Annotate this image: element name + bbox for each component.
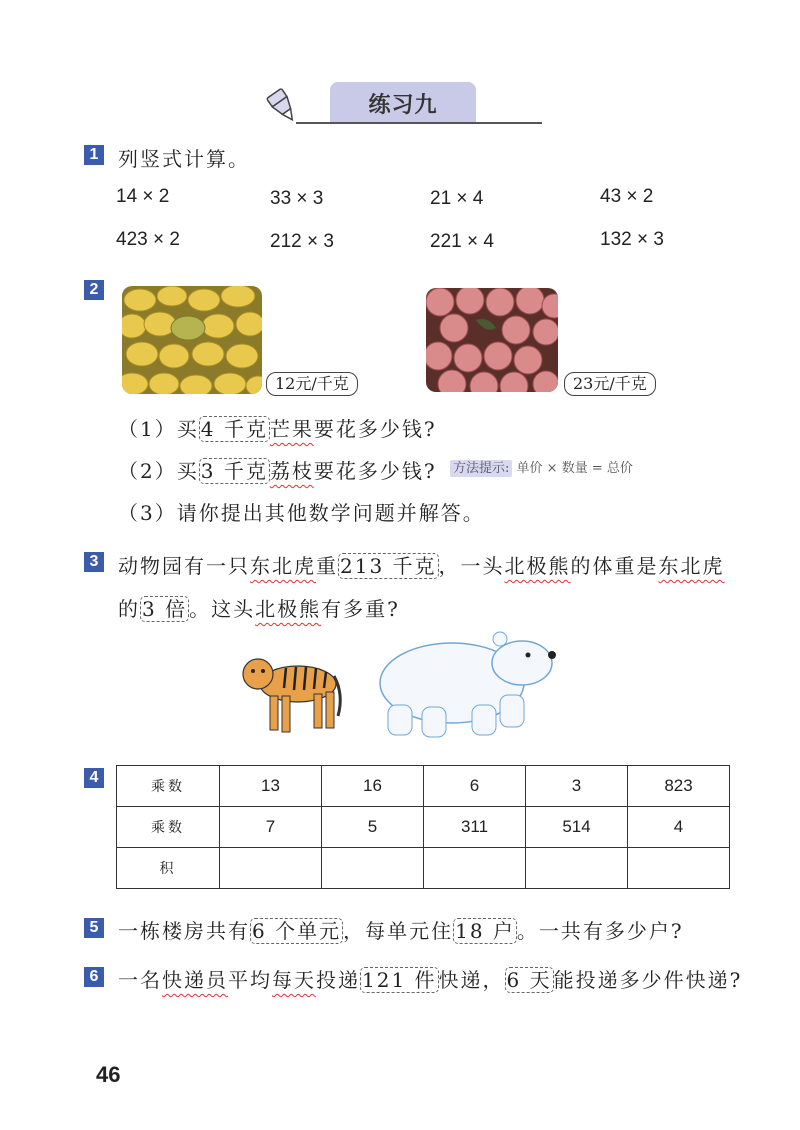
method-hint bbox=[450, 457, 633, 476]
row-label: 乘数 bbox=[117, 766, 220, 807]
table-cell: 7 bbox=[220, 807, 322, 848]
table-cell: 5 bbox=[322, 807, 424, 848]
question-1-badge: 1 bbox=[84, 145, 104, 165]
answer-cell[interactable] bbox=[628, 848, 730, 889]
row-label: 积 bbox=[117, 848, 220, 889]
table-row bbox=[117, 807, 730, 848]
expression: 221 × 4 bbox=[430, 231, 494, 252]
answer-cell[interactable] bbox=[424, 848, 526, 889]
question-5-badge: 5 bbox=[84, 918, 104, 938]
question-3-line-2: 的 3 倍 。这头北极熊有多重? bbox=[118, 597, 400, 621]
question-3-badge: 3 bbox=[84, 552, 104, 572]
polar-bear-illustration bbox=[372, 625, 558, 741]
pen-icon bbox=[258, 82, 308, 124]
question-1-instruction: 列竖式计算。 bbox=[118, 147, 250, 171]
title-underline bbox=[296, 122, 542, 124]
answer-cell[interactable] bbox=[322, 848, 424, 889]
lychee-price-tag: 23元/千克 bbox=[564, 372, 656, 396]
expression: 132 × 3 bbox=[600, 229, 664, 250]
expression: 14 × 2 bbox=[116, 186, 170, 207]
question-5-text: 一栋楼房共有 6 个单元 ，每单元住 18 户 。一共有多少户? bbox=[118, 919, 684, 943]
row-label: 乘数 bbox=[117, 807, 220, 848]
question-3-line-1: 动物园有一只东北虎重 213 千克 ，一头北极熊的体重是东北虎 bbox=[118, 554, 725, 578]
question-2-badge: 2 bbox=[84, 280, 104, 300]
expression: 21 × 4 bbox=[430, 188, 484, 209]
expression: 43 × 2 bbox=[600, 186, 654, 207]
table-cell: 16 bbox=[322, 766, 424, 807]
table-cell: 6 bbox=[424, 766, 526, 807]
question-2-sub-3: （3）请你提出其他数学问题并解答。 bbox=[118, 501, 485, 525]
table-row bbox=[117, 766, 730, 807]
question-2-sub-2: （2）买 3 千克 荔枝要花多少钱? bbox=[118, 459, 437, 483]
mango-photo bbox=[122, 286, 262, 394]
expression: 423 × 2 bbox=[116, 229, 180, 250]
mango-price-tag: 12元/千克 bbox=[266, 372, 358, 396]
answer-cell[interactable] bbox=[526, 848, 628, 889]
table-cell: 4 bbox=[628, 807, 730, 848]
table-cell: 514 bbox=[526, 807, 628, 848]
hint-formula: 单价 × 数量 = 总价 bbox=[516, 461, 633, 476]
page-number: 46 bbox=[96, 1062, 121, 1087]
answer-cell[interactable] bbox=[220, 848, 322, 889]
table-cell: 3 bbox=[526, 766, 628, 807]
multiplication-table bbox=[116, 765, 730, 889]
hint-label: 方法提示: bbox=[450, 460, 512, 477]
lychee-photo bbox=[426, 288, 558, 392]
table-cell: 13 bbox=[220, 766, 322, 807]
question-6-text: 一名快递员平均每天投递 121 件 快递， 6 天 能投递多少件快递? bbox=[118, 968, 743, 992]
page-title: 练习九 bbox=[368, 92, 438, 117]
question-6-badge: 6 bbox=[84, 967, 104, 987]
expression: 212 × 3 bbox=[270, 231, 334, 252]
tiger-illustration bbox=[236, 644, 346, 736]
question-2-sub-1: （1）买 4 千克 芒果要花多少钱? bbox=[118, 417, 437, 441]
table-row bbox=[117, 848, 730, 889]
question-4-badge: 4 bbox=[84, 768, 104, 788]
expression: 33 × 3 bbox=[270, 188, 324, 209]
table-cell: 823 bbox=[628, 766, 730, 807]
table-cell: 311 bbox=[424, 807, 526, 848]
